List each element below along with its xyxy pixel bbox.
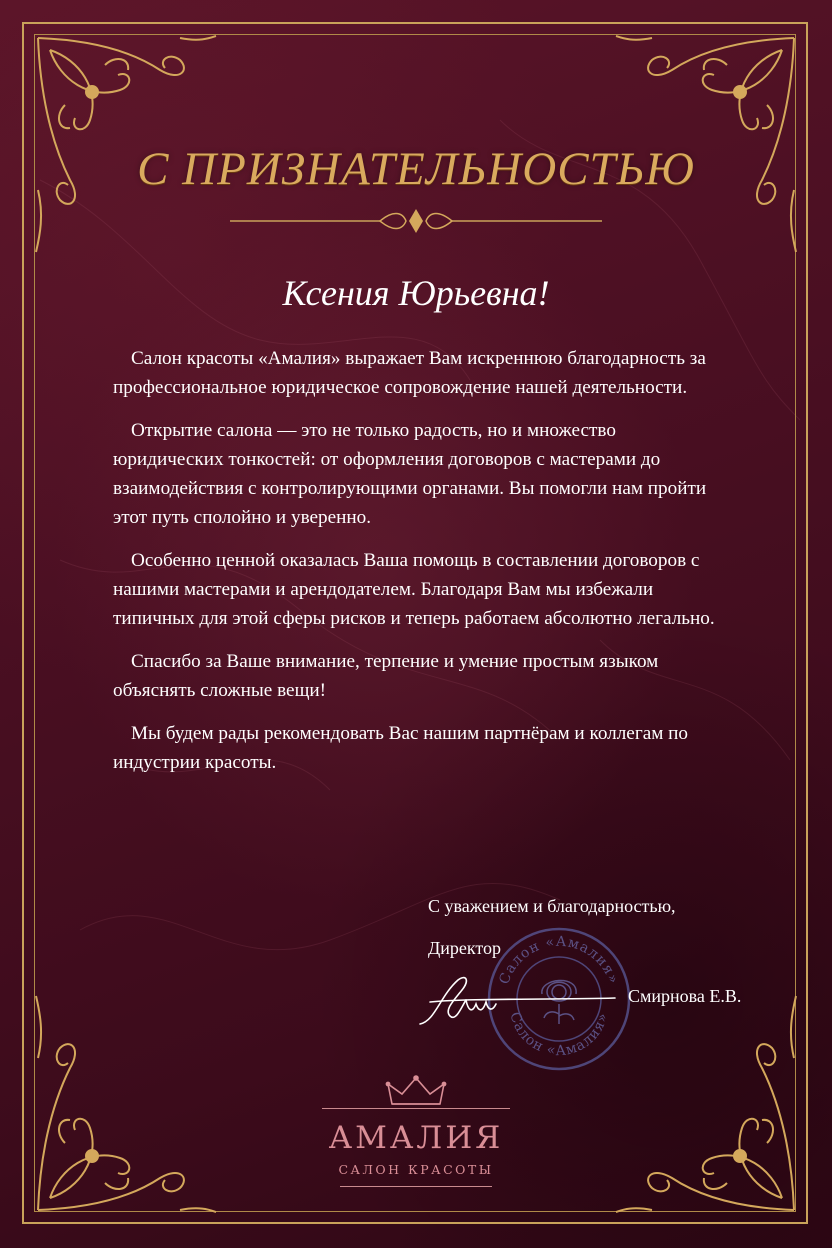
stamp-text-bottom: Салон «Амалия» bbox=[506, 1010, 612, 1060]
signer-name: Смирнова Е.В. bbox=[628, 986, 742, 1006]
signature-icon bbox=[410, 966, 620, 1036]
paragraph: Особенно ценной оказалась Ваша помощь в составлении договоров с нашими мастерами и арендодателем. Благодаря Вам мы избежали типичных для этой сферы рисков и теперь работаем абсолютно легально. bbox=[113, 550, 715, 629]
paragraph: Спасибо за Ваше внимание, терпение и умение простым языком объяснять сложные вещи! bbox=[113, 651, 659, 701]
closing-line: С уважением и благодарностью, bbox=[428, 896, 676, 916]
stamp-text-top: Салон «Амалия» bbox=[496, 933, 622, 987]
paragraph: Открытие салона — это не только радость, но и множество юридических тонкостей: от оформления договоров с мастерами до взаимодействия с контролирующими органами. Вы помогли нам пройти этот путь сполойно и уверенно. bbox=[113, 420, 707, 528]
signer-position: Директор bbox=[428, 938, 502, 958]
logo-rule bbox=[322, 1108, 510, 1109]
corner-flourish-icon bbox=[30, 988, 220, 1218]
crown-icon bbox=[384, 1074, 448, 1110]
logo-subtitle: САЛОН КРАСОТЫ bbox=[338, 1162, 494, 1177]
greeting: Ксения Юрьевна! bbox=[282, 273, 550, 313]
letter-title: С ПРИЗНАТЕЛЬНОСТЬЮ bbox=[137, 143, 695, 195]
paragraph: Мы будем рады рекомендовать Вас нашим партнёрам и коллегам по индустрии красоты. bbox=[113, 723, 689, 773]
letter-body bbox=[113, 344, 723, 791]
paragraph: Салон красоты «Амалия» выражает Вам искреннюю благодарность за профессиональное юридическое сопровождение нашей деятельности. bbox=[113, 348, 706, 398]
logo-name: АМАЛИЯ bbox=[328, 1120, 504, 1156]
divider-ornament-icon bbox=[230, 206, 602, 236]
logo-rule bbox=[340, 1186, 492, 1187]
corner-flourish-icon bbox=[612, 988, 802, 1218]
